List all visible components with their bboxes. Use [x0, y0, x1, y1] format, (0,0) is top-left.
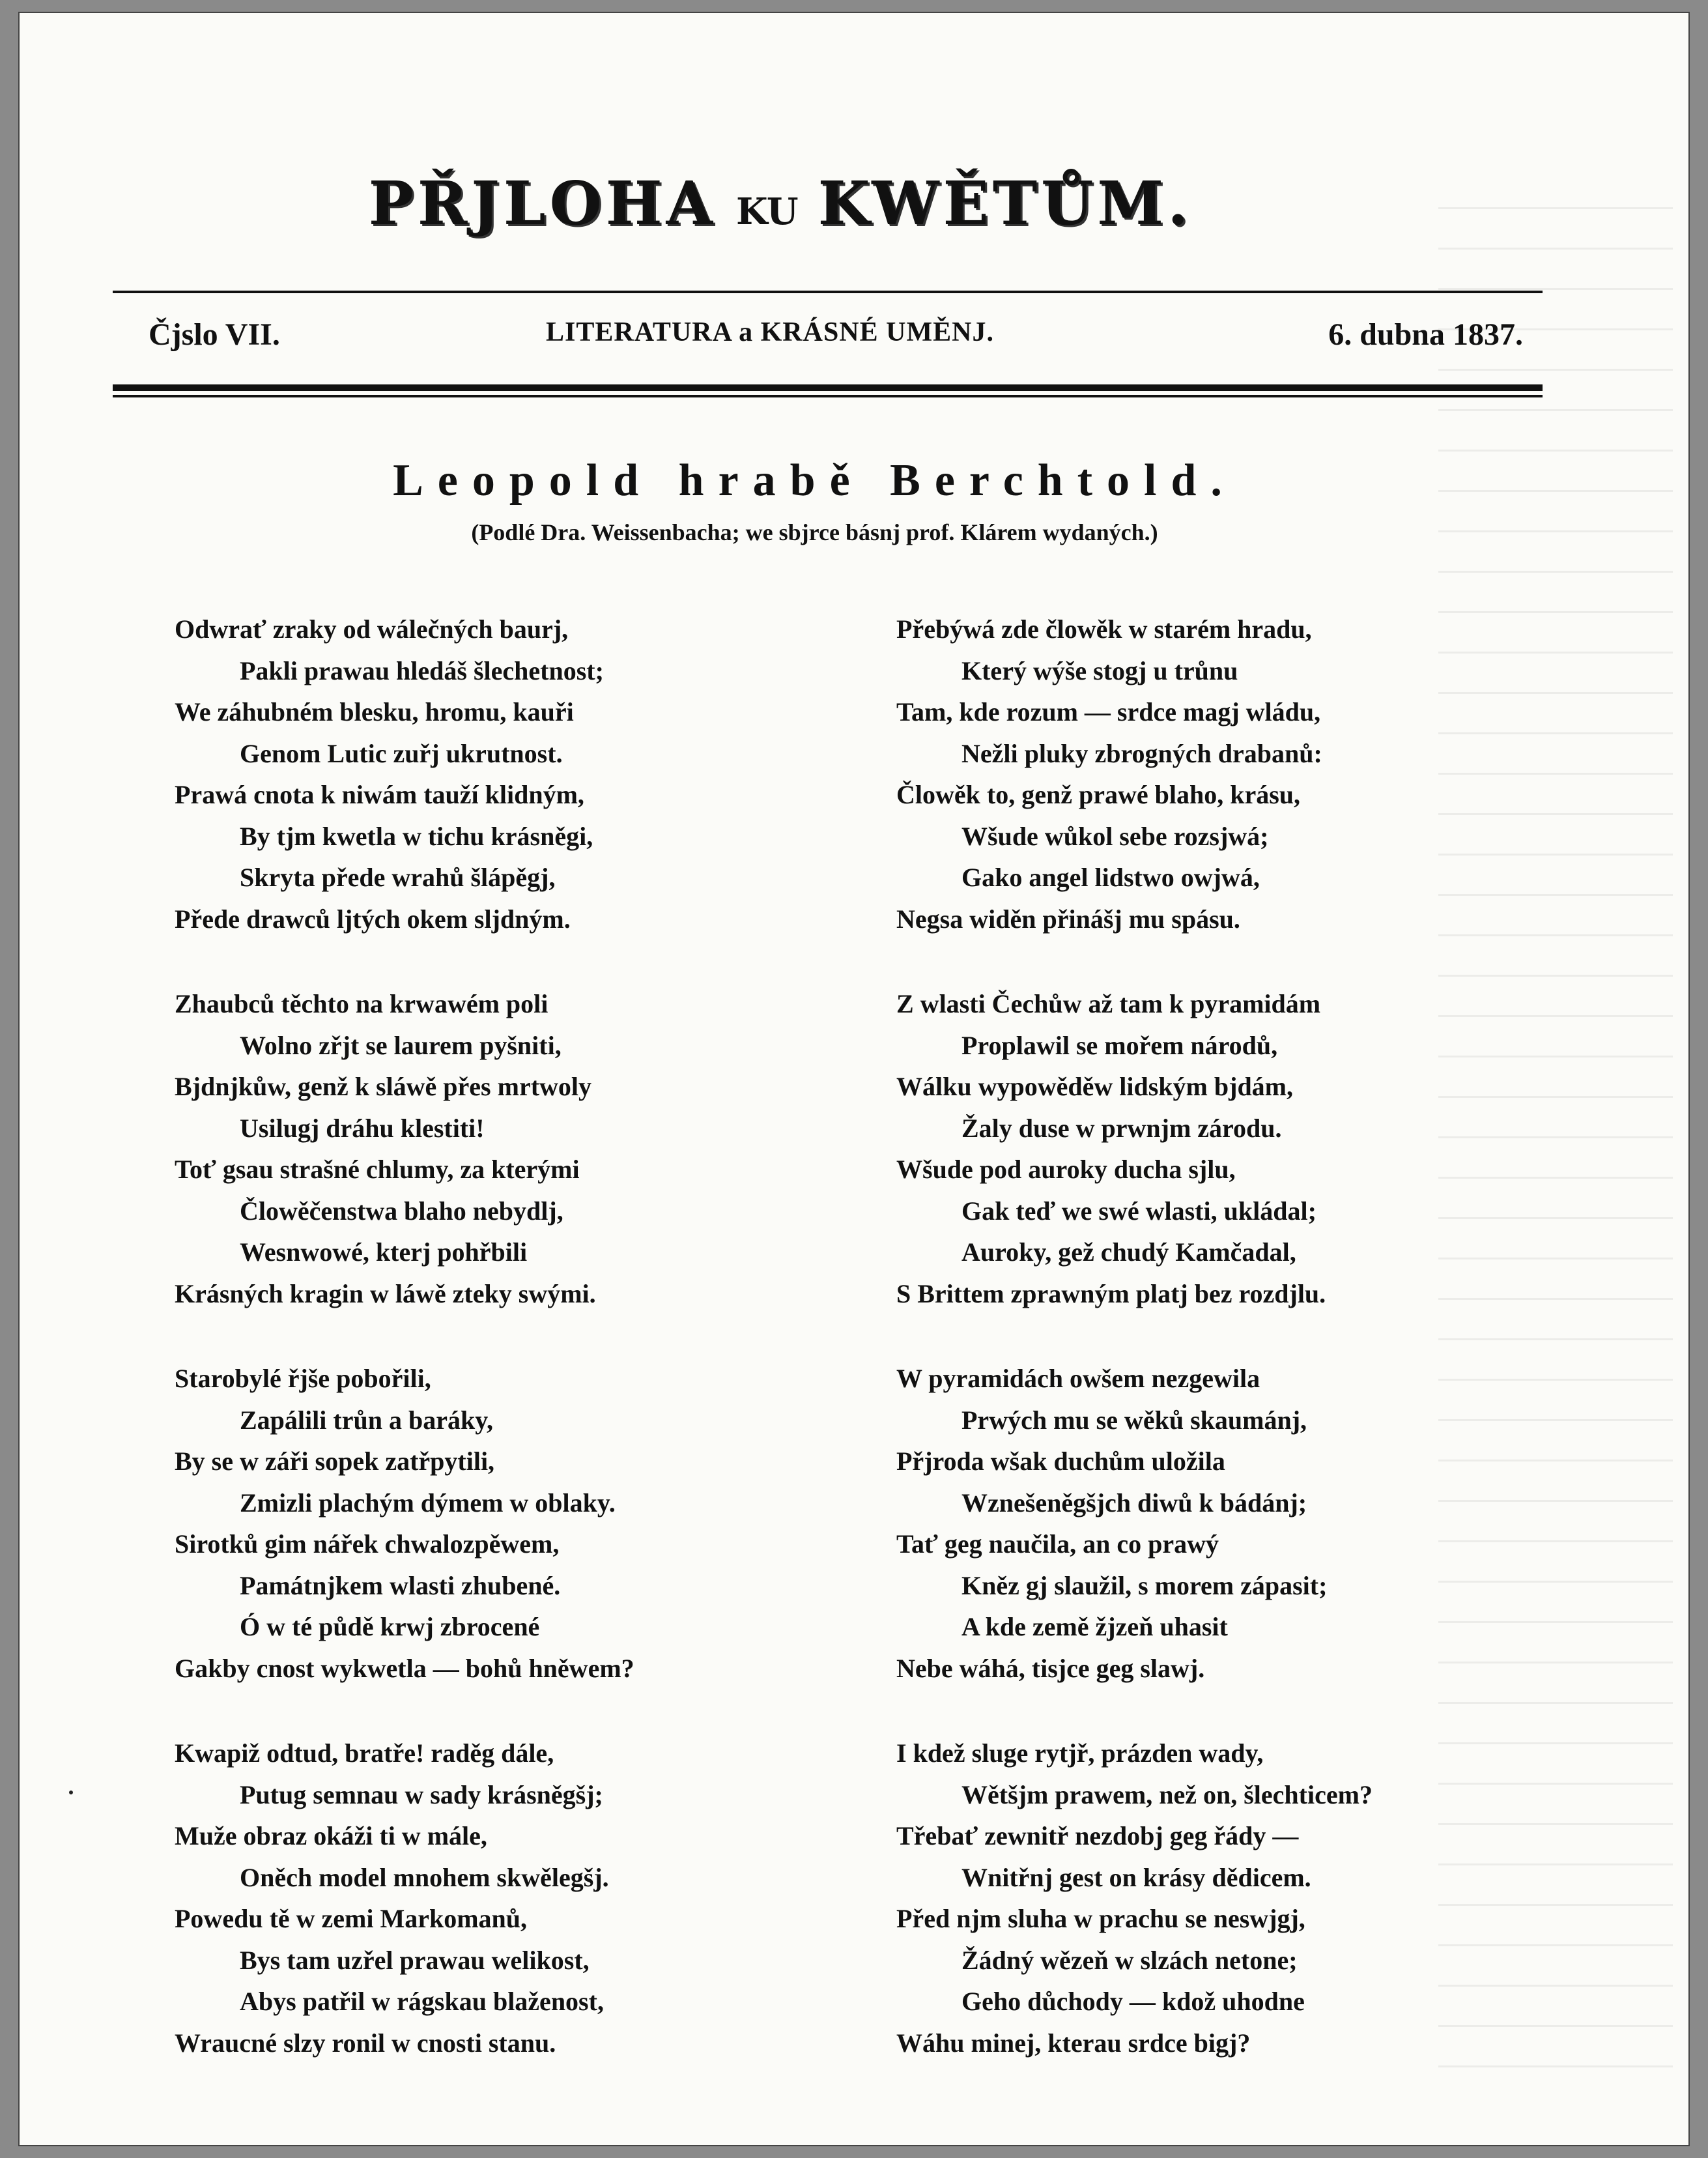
verse-line: Wáhu minej, kterau srdce bigj? [896, 2028, 1251, 2058]
verse-line: Krásných kragin w láwě zteky swými. [175, 1278, 596, 1308]
verse-line: Člowěk to, genž prawé blaho, krásu, [896, 780, 1301, 809]
verse-line: Nebe wáhá, tisjce geg slawj. [896, 1653, 1205, 1683]
verse-line: Usilugj dráhu klestiti! [240, 1113, 485, 1143]
verse-line: Bjdnjkůw, genž k sláwě přes mrtwoly [175, 1072, 592, 1101]
verse-line: Který wýše stogj u trůnu [961, 655, 1238, 685]
verse-line: Přebýwá zde člowěk w starém hradu, [896, 614, 1312, 644]
poem-left-column [175, 609, 826, 2107]
verse-line: Geho důchody — kdož uhodne [961, 1987, 1305, 2016]
verse-line: Zmizli plachým dýmem w oblaky. [240, 1488, 616, 1518]
verse-line: Proplawil se mořem národů, [961, 1030, 1278, 1060]
article-title: Leopold hrabě Berchtold. [393, 455, 1236, 506]
verse-line: Wětšjm prawem, než on, šlechticem? [961, 1779, 1373, 1809]
stanza [896, 609, 1548, 940]
verse-line: Odwrať zraky od wálečných baurj, [175, 614, 569, 644]
issue-number: Čjslo VII. [149, 317, 280, 352]
verse-line: Muže obraz okáži ti w mále, [175, 1821, 487, 1850]
verse-line: Starobylé řjše pobořili, [175, 1364, 431, 1393]
verse-line: Před njm sluha w prachu se neswjgj, [896, 1904, 1305, 1933]
verse-line: By se w záři sopek zatřpytili, [175, 1446, 495, 1476]
verse-line: Prwých mu se wěků skaumánj, [961, 1405, 1307, 1435]
verse-line: Oněch model mnohem skwělegšj. [240, 1862, 609, 1892]
verse-line: Genom Lutic zuřj ukrutnost. [240, 738, 563, 768]
stanza [175, 983, 826, 1314]
verse-line: Wnitřnj gest on krásy dědicem. [961, 1862, 1311, 1892]
verse-line: By tjm kwetla w tichu krásněgi, [240, 821, 593, 851]
verse-line: Žádný wězeň w slzách netone; [961, 1945, 1298, 1975]
verse-line: Gak teď we swé wlasti, ukládal; [961, 1196, 1317, 1226]
verse-line: Památnjkem wlasti zhubené. [240, 1570, 561, 1600]
verse-line: Putug semnau w sady krásněgšj; [240, 1779, 603, 1809]
verse-line: Tam, kde rozum — srdce magj wládu, [896, 697, 1321, 727]
header-rule-bottom [113, 395, 1543, 397]
verse-line: We záhubném blesku, hromu, kauři [175, 697, 574, 727]
header-rule-thick [113, 384, 1543, 391]
newspaper-page [18, 12, 1690, 2146]
stanza [175, 1358, 826, 1689]
verse-line: Kwapiž odtud, bratře! raděg dále, [175, 1738, 554, 1768]
verse-line: Třebať zewnitř nezdobj geg řády — [896, 1821, 1299, 1850]
verse-line: Zapálili trůn a baráky, [240, 1405, 493, 1435]
ink-speck [69, 1791, 73, 1794]
verse-line: Gakby cnost wykwetla — bohů hněwem? [175, 1653, 634, 1683]
verse-line: Přjroda wšak duchům uložila [896, 1446, 1225, 1476]
verse-line: W pyramidách owšem nezgewila [896, 1364, 1260, 1393]
stanza [896, 983, 1548, 1314]
stanza [896, 1733, 1548, 2064]
verse-line: I kdež sluge rytjř, prázden wady, [896, 1738, 1264, 1768]
verse-line: Z wlasti Čechůw až tam k pyramidám [896, 989, 1321, 1018]
verse-line: Gako angel lidstwo owjwá, [961, 863, 1260, 892]
verse-line: Wšude wůkol sebe rozsjwá; [961, 821, 1269, 851]
verse-line: Wraucné slzy ronil w cnosti stanu. [175, 2028, 556, 2058]
header-rule-top [113, 291, 1543, 293]
issue-date: 6. dubna 1837. [1328, 317, 1523, 352]
stanza [175, 609, 826, 940]
verse-line: Pakli prawau hledáš šlechetnost; [240, 655, 604, 685]
verse-line: Wálku wypowěděw lidským bjdám, [896, 1072, 1294, 1101]
verse-line: Wšude pod auroky ducha sjlu, [896, 1155, 1236, 1184]
verse-line: Auroky, gež chudý Kamčadal, [961, 1237, 1296, 1267]
verse-line: Wznešeněgšjch diwů k bádánj; [961, 1488, 1307, 1518]
verse-line: A kde země žjzeň uhasit [961, 1612, 1228, 1641]
verse-line: Zhaubců těchto na krwawém poli [175, 989, 548, 1018]
section-name: LITERATURA a KRÁSNÉ UMĚNJ. [546, 317, 994, 347]
stanza [175, 1733, 826, 2064]
verse-line: Bys tam uzřel prawau welikost, [240, 1945, 590, 1975]
verse-line: Negsa widěn přinášj mu spásu. [896, 904, 1240, 934]
masthead-main: PŘJLOHA [368, 168, 717, 238]
verse-line: S Brittem zprawným platj bez rozdjlu. [896, 1278, 1326, 1308]
verse-line: Wesnwowé, kterj pohřbili [240, 1237, 528, 1267]
article-subtitle: (Podlé Dra. Weissenbacha; we sbjrce básnj prof. Klárem wydaných.) [471, 519, 1158, 545]
verse-line: Abys patřil w rágskau blaženost, [240, 1987, 604, 2016]
verse-line: Toť gsau strašné chlumy, za kterými [175, 1155, 580, 1184]
masthead-second: KWĚTŮM. [818, 168, 1193, 238]
verse-line: Žaly duse w prwnjm zárodu. [961, 1113, 1282, 1143]
verse-line: Přede drawců ljtých okem sljdným. [175, 904, 571, 934]
verse-line: Nežli pluky zbrogných drabanů: [961, 738, 1322, 768]
verse-line: Powedu tě w zemi Markomanů, [175, 1904, 528, 1933]
verse-line: Tať geg naučila, an co prawý [896, 1529, 1219, 1559]
verse-line: Wolno zřjt se laurem pyšniti, [240, 1030, 562, 1060]
verse-line: Ó w té půdě krwj zbrocené [240, 1612, 540, 1641]
masthead [18, 168, 1543, 238]
masthead-small: KU [736, 190, 799, 233]
verse-line: Sirotků gim nářek chwalozpěwem, [175, 1529, 560, 1559]
verse-line: Kněz gj slaužil, s morem zápasit; [961, 1570, 1328, 1600]
verse-line: Prawá cnota k niwám tauží klidným, [175, 780, 584, 809]
verse-line: Skryta přede wrahů šlápěgj, [240, 863, 556, 892]
poem-right-column [896, 609, 1548, 2107]
stanza [896, 1358, 1548, 1689]
verse-line: Člowěčenstwa blaho nebydlj, [240, 1196, 563, 1226]
